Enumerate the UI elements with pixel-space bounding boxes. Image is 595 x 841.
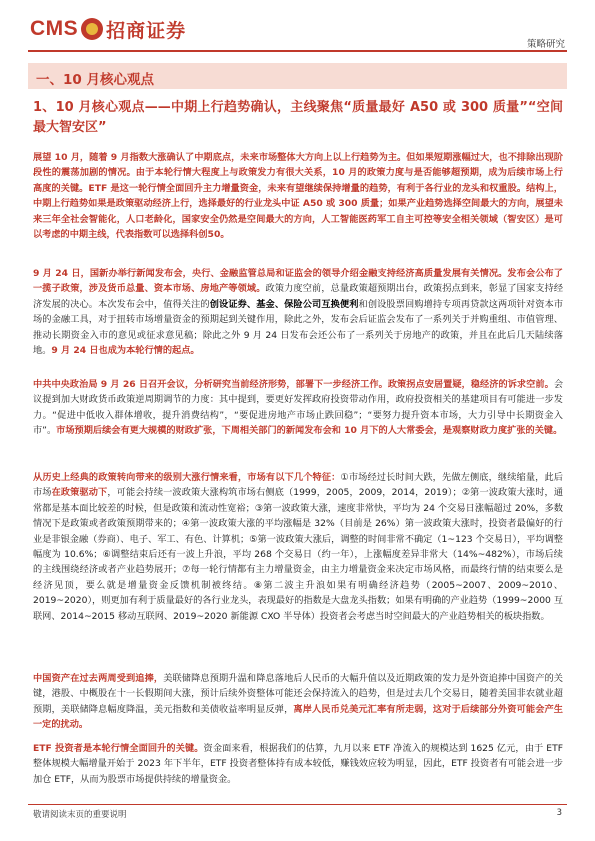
p3-highlight-1: 中共中央政治局 9 月 26 日召开会议，分析研究当前经济形势，部署下一步经济工作。政策拐点安居置疑，稳经济的诉求空前。: [33, 379, 554, 390]
p4-text-2: ，可能会持续一波政策大涨构筑市场右侧底（1999，2005，2009，2014，2019）；②第一波政策大涨时，通常都是基本面比较差的时候，但是政策和流动性宽裕；③第一波政策大涨，速度非常快，平均为 24 个交易日涨幅超过 20%，多数情况下是政策或者政策预期带来的；④第一波政策大涨的平均涨幅是 32%（目前是 26%）第一波政策大涨时，投资者最偏好的行业是非银金融（券商）、电子、军工、有色、计算机；⑤第一波政策大涨后，调整的时间非常不确定（1~123 个交易日），平均调整幅度为 10.6%；⑥调整结束后还有一波上升浪，平均 268 个交易日（约一年），上涨幅度差异非常大（14%~482%），市场后续的主线围绕经济或者产业趋势展开；⑦每一轮行情都有主力增量资金，由主力增量资金来决定市场风格，而最终行情的结束要么是经济见顶，要么就是增量资金反馈机制被终结。⑧第二波主升浪如果有明确经济趋势（2005~2007、2009~2010、2019~2020），则更加有利于质量最好的各行业龙头，表现最好的指数是大盘龙头指数；如果有明确的产业趋势（1999~2000 互联网、2014~2015 移动互联网、2019~2020 新能源 CXO 半导体）投资者会考虑当时空间最大的产业趋势相关的板块指数。: [33, 487, 564, 622]
logo-emblem-icon: [81, 18, 103, 40]
cms-logo: [30, 16, 186, 42]
p2-text-1: 政策力度空前，总量政策超预期出台，政策拐点到来，彰显了国家支持经济发展的决心。本次发布会中，值得关注的: [33, 283, 564, 310]
p4-highlight-2: 在政策驱动下: [51, 487, 108, 499]
page-number: 3: [556, 808, 562, 818]
p3-highlight-2: 市场预期后续会有更大规模的财政扩张，下周相关部门的新闻发布会和 10 月下的人大常委会，是观察财政力度扩张的关键。: [56, 425, 563, 437]
logo-company-name: 招商证券: [106, 19, 187, 42]
p2-bold: 创设证券、基金、保险公司互换便利: [209, 298, 359, 310]
page-header: [0, 0, 595, 50]
logo-cms-text: CMS: [30, 17, 79, 40]
p6-highlight: ETF 投资者是本轮行情全面回升的关键。: [33, 743, 204, 754]
p2-highlight-2: 9 月 24 日也成为本轮行情的起点。: [51, 345, 200, 357]
paragraph-2: [33, 266, 563, 358]
document-type: 策略研究: [526, 39, 565, 50]
section-title-band: [28, 63, 567, 89]
paragraph-6: [33, 741, 563, 787]
p5-text-1: 美联储降息预期升温和降息落地后人民币的大幅升值以及近期政策的发力是外资追捧中国资产的关键，港股、中概股在十一长假期间大涨，预计后续外资整体可能还会保持流入的趋势，但是过去几个交易日，随着美国非农就业超预期，美联储降息幅度降温，美元指数和美债收益率明显反弹，: [33, 673, 563, 715]
p3-text-1: 会议提到加大财政货币政策逆周期调节的力度：其中提到，要更好发挥政府投资带动作用，政府投资相关的基建项目有可能进一步发力。“促进中低收入群体增收，提升消费结构”，“要促进房地产市场止跌回稳”；“要努力提升资本市场，大力引导中长期资金入市”。: [33, 379, 563, 437]
subheading: 1、10 月核心观点——中期上行趋势确认，主线聚焦“质量最好 A50 或 300 质量”“空间最大智安区”: [33, 100, 563, 135]
p5-highlight-1: 中国资产在过去两周受到追捧，: [33, 673, 164, 684]
p2-highlight-1: 9 月 24 日，国新办举行新闻发布会，央行、金融监管总局和证监会的领导介绍金融支持经济高质量发展有关情况。发布会公布了一揽子政策，涉及货币总量、资本市场、房地产等领域。: [33, 268, 563, 295]
p2-text-2: 和创设股票回购增持专项再贷款这两项针对资本市场的金融工具，对于扭转市场增量资金的预期起到关键作用，除此之外，发布会后证监会发布了一系列关于并购重组、市值管理、推动长期资金入市的意见或征求意见稿；除此之外 9 月 24 日发布会还公布了一系列关于房地产的政策，并且在此后几天陆续落地。: [33, 298, 564, 357]
paragraph-3: [33, 377, 563, 439]
p1-highlight: 展望 10 月，随着 9 月指数大涨确认了中期底点，未来市场整体大方向上以上行趋势为主。但如果短期涨幅过大，也不排除出现阶段性的震荡加剧的情况。由于本轮行情大程度上与政策发力有很大关系，10 月的政策力度与是否能够超预期，成为后续市场上行高度的关键。ETF 是这一轮行情全面回升主力增量资金，未来有望继续保持增量的趋势，有利于各行业的龙头和权重股。结构上，中期上行趋势如果是政策驱动经济上行，选择最好的行业龙头中证 A50 或 300 质量；如果产业趋势选择空间最大的方向，展望未来三年全社会智能化，人口老龄化，国家安全仍然是空间最大的方向，人工智能医药军工自主可控等安全相关领域（智安区）是可以考虑的中期主线，代表指数可以选择科创50。: [33, 152, 563, 241]
paragraph-5: [33, 671, 563, 733]
footer-divider: [28, 804, 567, 805]
footer-disclaimer: 敬请阅读末页的重要说明: [33, 810, 127, 820]
paragraph-1: [33, 150, 563, 242]
section-title: 一、10 月核心观点: [36, 72, 154, 88]
header-divider: [28, 50, 567, 52]
p4-highlight-1: 从历史上经典的政策转向带来的级别大涨行情来看，市场有以下几个特征：: [33, 472, 341, 483]
p4-text-1: ①市场经过长时间大跌，先做左侧底，继续缩量，此后市场: [33, 472, 563, 499]
paragraph-4: [33, 470, 563, 624]
p5-highlight-2: 离岸人民币兑美元汇率有所走弱，这对于后续部分外资可能会产生一定的扰动。: [33, 703, 563, 731]
p6-text: 资金面来看，根据我们的估算，九月以来 ETF 净流入的规模达到 1625 亿元，由于 ETF 整体规模大幅增量开始于 2023 年下半年，ETF 投资者整体持有成本较低，赚钱效应较为明显，因此，ETF 投资者有可能会进一步加仓 ETF，从而为股票市场提供持续的增量资金。: [33, 743, 563, 785]
